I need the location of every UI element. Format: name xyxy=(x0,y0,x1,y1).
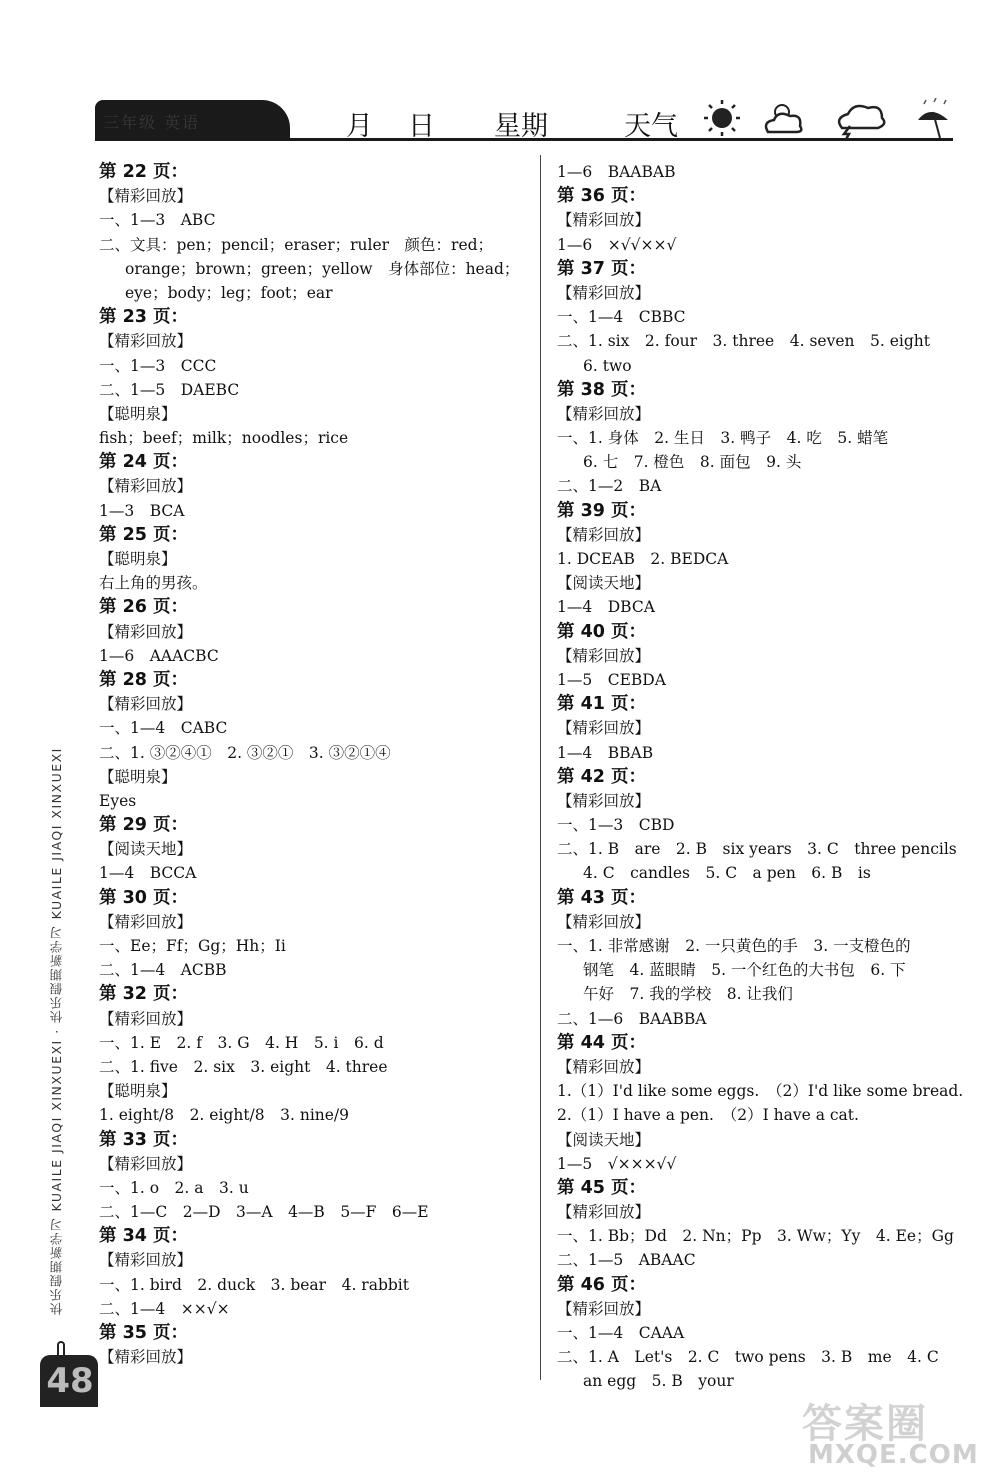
page-heading: 第 43 页： xyxy=(557,887,647,908)
answer-line: 二、文具：pen；pencil；eraser；ruler 颜色：red； xyxy=(99,235,494,254)
answer-line: 一、1—4 CBBC xyxy=(557,308,686,327)
answer-line: 一、1. 非常感谢 2. 一只黄色的手 3. 一支橙色的 xyxy=(557,937,911,955)
answer-line: 右上角的男孩。 xyxy=(99,574,208,593)
page-heading: 第 24 页： xyxy=(99,452,189,473)
answer-line: 二、1. six 2. four 3. three 4. seven 5. eight xyxy=(557,332,930,351)
page-heading: 第 30 页： xyxy=(99,887,189,908)
answer-line: 一、1—3 CCC xyxy=(99,356,217,375)
page-heading: 第 34 页： xyxy=(99,1226,189,1247)
section-label: 【聪明泉】 xyxy=(99,404,177,423)
section-label: 【精彩回放】 xyxy=(557,1057,651,1076)
section-label: 【精彩回放】 xyxy=(99,1348,193,1367)
section-label: 【精彩回放】 xyxy=(557,912,651,931)
answer-line: 二、1—C 2—D 3—A 4—B 5—F 6—E xyxy=(99,1203,429,1222)
side-series-text: 快乐假期新学习 KUAILE JIAQI XINXUEXI · 快乐假期新学习 KUAILE JIAQI XINXUEXI xyxy=(49,747,64,1315)
answer-line: 二、1. A Let's 2. C two pens 3. B me 4. C xyxy=(557,1348,939,1367)
page-heading: 第 23 页： xyxy=(99,307,189,328)
answer-line: 1. eight/8 2. eight/8 3. nine/9 xyxy=(99,1106,350,1125)
answer-line: Eyes xyxy=(99,791,137,810)
section-label: 【精彩回放】 xyxy=(557,719,651,738)
section-label: 【精彩回放】 xyxy=(99,477,193,496)
page-heading: 第 33 页： xyxy=(99,1129,189,1150)
answer-line: 二、1. B are 2. B six years 3. C three pencils xyxy=(557,840,957,859)
answer-line: 二、1—2 BA xyxy=(557,477,662,496)
partly-cloudy-icon xyxy=(766,105,801,132)
answer-line-continued: 4. C candles 5. C a pen 6. B is xyxy=(583,864,871,883)
page-heading: 第 46 页： xyxy=(557,1274,647,1295)
page-heading: 第 35 页： xyxy=(99,1323,189,1343)
section-label: 【聪明泉】 xyxy=(99,1082,177,1101)
section-label: 【精彩回放】 xyxy=(99,187,193,206)
section-label: 【精彩回放】 xyxy=(557,525,651,544)
answer-line: 1.（1）I'd like some eggs. （2）I'd like some bread. xyxy=(557,1082,964,1101)
section-label: 【阅读天地】 xyxy=(557,574,651,593)
watermark-url: MXQE.COM xyxy=(808,1440,979,1470)
thunderstorm-icon xyxy=(839,106,884,140)
section-label: 【精彩回放】 xyxy=(557,404,651,423)
page-heading: 第 41 页： xyxy=(557,694,647,715)
answer-line-continued: an egg 5. B your xyxy=(583,1372,734,1391)
page-heading: 第 38 页： xyxy=(557,379,647,400)
right-answer-column xyxy=(557,160,964,1394)
answer-line: 2.（1）I have a pen. （2）I have a cat. xyxy=(557,1106,859,1125)
answer-line: 一、1. 身体 2. 生日 3. 鸭子 4. 吃 5. 蜡笔 xyxy=(557,429,889,448)
answer-line: 1—4 BCCA xyxy=(99,864,197,883)
page-heading: 第 28 页： xyxy=(99,669,189,690)
answer-line: 1—4 DBCA xyxy=(557,598,655,617)
section-label: 【阅读天地】 xyxy=(99,840,193,859)
answer-line: 1—6 AAACBC xyxy=(99,646,219,665)
day-label: 日 xyxy=(408,111,435,142)
answer-line: 1—6 ×√√××√ xyxy=(557,235,677,254)
page-heading: 第 45 页： xyxy=(557,1177,647,1198)
answer-line: 1. DCEAB 2. BEDCA xyxy=(557,550,729,568)
section-label: 【精彩回放】 xyxy=(99,1154,193,1173)
page-heading: 第 25 页： xyxy=(99,524,189,545)
section-label: 【精彩回放】 xyxy=(557,646,651,665)
answer-line: 一、1. E 2. f 3. G 4. H 5. i 6. d xyxy=(99,1033,384,1052)
page-heading: 第 26 页： xyxy=(99,597,189,618)
section-label: 【精彩回放】 xyxy=(557,283,651,302)
page-heading: 第 44 页： xyxy=(557,1032,647,1053)
page-number: 48 xyxy=(46,1361,94,1401)
answer-line: 二、1—5 ABAAC xyxy=(557,1251,696,1270)
weather-icons xyxy=(700,98,958,140)
section-label: 【聪明泉】 xyxy=(99,767,177,786)
section-label: 【精彩回放】 xyxy=(99,912,193,931)
section-label: 【精彩回放】 xyxy=(99,332,193,351)
page-heading: 第 22 页： xyxy=(99,162,189,182)
sun-icon xyxy=(704,100,740,136)
answer-line: 二、1—5 DAEBC xyxy=(99,380,240,399)
answer-line-continued: orange；brown；green；yellow 身体部位：head； xyxy=(125,259,520,278)
week-label: 星期 xyxy=(494,111,548,142)
section-label: 【精彩回放】 xyxy=(99,695,193,714)
section-label: 【精彩回放】 xyxy=(557,1299,651,1318)
answer-line: 一、1. Bb；Dd 2. Nn；Pp 3. Ww；Yy 4. Ee；Gg xyxy=(557,1227,954,1246)
section-label: 【聪明泉】 xyxy=(99,550,177,568)
answer-line: 1—6 BAABAB xyxy=(557,163,676,181)
answer-line: 1—5 √×××√√ xyxy=(557,1154,677,1173)
section-label: 【精彩回放】 xyxy=(557,791,651,810)
section-label: 【精彩回放】 xyxy=(99,1251,193,1270)
page-heading: 第 29 页： xyxy=(99,815,189,836)
answer-line: 二、1—4 ××√× xyxy=(99,1299,230,1318)
answer-line: 二、1—6 BAABBA xyxy=(557,1009,707,1028)
answer-line: 一、1—4 CABC xyxy=(99,719,228,738)
answer-line: 一、1. o 2. a 3. u xyxy=(99,1178,249,1197)
watermark-logo-text: 答案圈 xyxy=(802,1401,928,1447)
page-heading: 第 32 页： xyxy=(99,984,189,1005)
answer-line-continued: 钢笔 4. 蓝眼睛 5. 一个红色的大书包 6. 下 xyxy=(583,961,906,980)
answer-line: 二、1—4 ACBB xyxy=(99,961,227,980)
answer-line-continued: 6. 七 7. 橙色 8. 面包 9. 头 xyxy=(583,453,802,472)
answer-line-continued: eye；body；leg；foot；ear xyxy=(125,283,333,302)
section-label: 【阅读天地】 xyxy=(557,1130,651,1149)
section-label: 【精彩回放】 xyxy=(99,1009,193,1028)
answer-line: fish；beef；milk；noodles；rice xyxy=(99,429,349,448)
answer-line: 二、1. five 2. six 3. eight 4. three xyxy=(99,1057,388,1076)
answer-line-continued: 午好 7. 我的学校 8. 让我们 xyxy=(583,985,793,1004)
page-heading: 第 42 页： xyxy=(557,766,647,787)
weather-label: 天气 xyxy=(624,111,678,142)
answer-line: 1—5 CEBDA xyxy=(557,670,666,689)
umbrella-rain-icon xyxy=(918,98,948,138)
page-heading: 第 39 页： xyxy=(557,500,647,521)
page-heading: 第 40 页： xyxy=(557,621,647,642)
left-answer-column xyxy=(99,160,529,1369)
answer-line: 一、Ee；Ff；Gg；Hh；Ii xyxy=(99,937,286,955)
answer-line: 1—3 BCA xyxy=(99,501,185,520)
month-label: 月 xyxy=(346,111,373,142)
section-label: 【精彩回放】 xyxy=(557,211,651,230)
page-heading: 第 36 页： xyxy=(557,186,647,207)
answer-line: 一、1. bird 2. duck 3. bear 4. rabbit xyxy=(99,1275,409,1294)
section-label: 【精彩回放】 xyxy=(557,1203,651,1222)
answer-line: 一、1—3 CBD xyxy=(557,816,675,835)
column-divider xyxy=(540,155,541,1380)
answer-line-continued: 6. two xyxy=(583,356,632,375)
answer-line: 一、1—3 ABC xyxy=(99,211,216,230)
answer-line: 一、1—4 CAAA xyxy=(557,1324,685,1342)
header-tab-text: 三年级 英语 xyxy=(103,113,201,132)
answer-line: 二、1. ③②④① 2. ③②① 3. ③②①④ xyxy=(99,743,391,762)
answer-line: 1—4 BBAB xyxy=(557,743,654,762)
page-heading: 第 37 页： xyxy=(557,258,647,279)
section-label: 【精彩回放】 xyxy=(99,622,193,641)
